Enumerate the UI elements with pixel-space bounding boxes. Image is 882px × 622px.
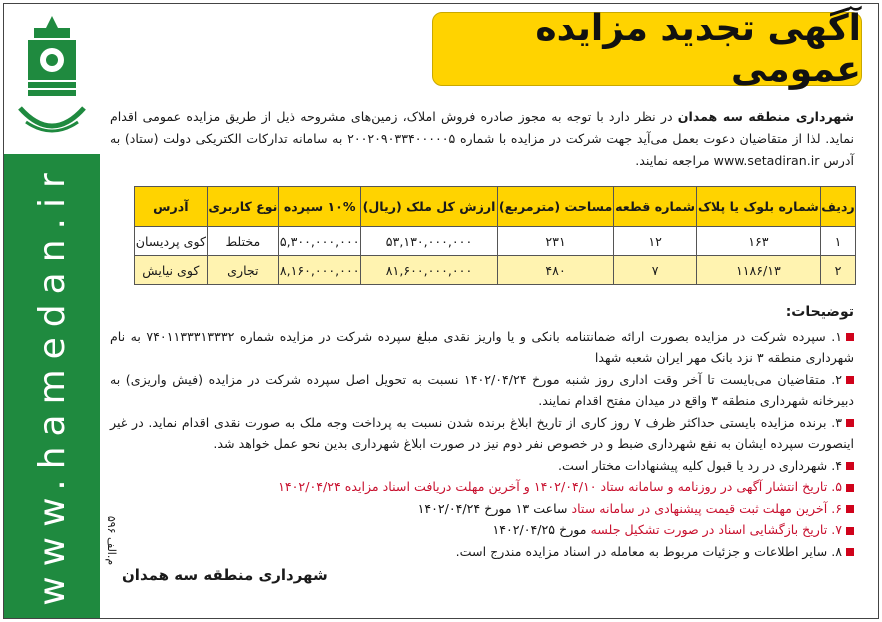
title-banner bbox=[432, 8, 862, 90]
signature: شهرداری منطقه سه همدان bbox=[122, 566, 328, 584]
col-header-row-number: ردیف bbox=[820, 187, 855, 227]
note-item: ۱. سپرده شرکت در مزایده بصورت ارائه ضمانتنامه بانکی و یا واریز نقدی مبلغ سپرده شرکت در مزایده شماره ۷۴۰۱۱۳۳۳۱۳۳۳۲ به نام شهرداری منطقه ۳ نزد بانک مهر ایران شعبه شهدا bbox=[110, 328, 854, 365]
table-cell: ۱۱۸۶/۱۳ bbox=[696, 256, 820, 285]
page-title: آگهی تجدید مزایده عمومی bbox=[535, 8, 861, 90]
ad-code: م.الف ۵۹۶ bbox=[105, 515, 119, 565]
table-cell: ۸۱,۶۰۰,۰۰۰,۰۰۰ bbox=[361, 256, 498, 285]
col-header-total-value: ارزش کل ملک (ریال) bbox=[361, 187, 498, 227]
table-cell: ۲۳۱ bbox=[497, 227, 614, 256]
municipality-logo bbox=[12, 12, 92, 146]
table-cell: مختلط bbox=[207, 227, 278, 256]
col-header-block: شماره بلوک یا پلاک bbox=[696, 187, 820, 227]
intro-text: در نظر دارد با توجه به مجوز صادره فروش املاک، زمین‌های مشروحه ذیل از طریق مزایده عمومی اقدام نماید. لذا از متقاضیان دعوت بعمل می‌آید جهت شرکت در مزایده با شماره ۲۰۰۲۰۹۰۳۳۴۰۰۰۰۰۵ به سامانه تدارکات الکتریکی دولت (ستاد) به آدرس www.setadiran.ir مراجعه نمایند. bbox=[110, 109, 854, 168]
col-header-usage: نوع کاربری bbox=[207, 187, 278, 227]
notes-section bbox=[110, 302, 854, 562]
note-item: ۷. تاریخ بازگشایی اسناد در صورت تشکیل جلسه مورخ ۱۴۰۲/۰۴/۲۵ bbox=[110, 519, 854, 541]
bullet-icon bbox=[846, 548, 854, 556]
col-header-deposit: ۱۰% سپرده bbox=[279, 187, 361, 227]
table-row bbox=[135, 256, 856, 285]
table-cell: ۷ bbox=[614, 256, 696, 285]
col-header-address: آدرس bbox=[135, 187, 208, 227]
bullet-icon bbox=[846, 484, 854, 492]
auction-table bbox=[134, 186, 856, 285]
table-cell: ۵,۳۰۰,۰۰۰,۰۰۰ bbox=[279, 227, 361, 256]
intro-paragraph bbox=[110, 106, 854, 172]
sidebar bbox=[4, 4, 100, 618]
bullet-icon bbox=[846, 376, 854, 384]
logo-area bbox=[4, 4, 100, 154]
note-item: ۸. سایر اطلاعات و جزئیات مربوط به معامله در اسناد مزایده مندرج است. bbox=[110, 541, 854, 563]
organization-name: شهرداری منطقه سه همدان bbox=[677, 109, 854, 124]
bullet-icon bbox=[846, 333, 854, 341]
intro-block bbox=[110, 106, 854, 172]
bullet-icon bbox=[846, 462, 854, 470]
notes-heading: توضیحات: bbox=[785, 304, 854, 320]
table-cell: کوی پردیسان bbox=[135, 227, 208, 256]
table-cell: ۱۶۳ bbox=[696, 227, 820, 256]
website-url: www.hamedan.ir bbox=[31, 162, 73, 606]
table-cell: ۸,۱۶۰,۰۰۰,۰۰۰ bbox=[279, 256, 361, 285]
note-item: ۵. تاریخ انتشار آگهی در روزنامه و سامانه ستاد ۱۴۰۲/۰۴/۱۰ و آخرین مهلت دریافت اسناد مزایده ۱۴۰۲/۰۴/۲۴ bbox=[110, 476, 854, 498]
table-cell: ۴۸۰ bbox=[497, 256, 614, 285]
table-cell: ۱۲ bbox=[614, 227, 696, 256]
note-item: ۲. متقاضیان می‌بایست تا آخر وقت اداری روز شنبه مورخ ۱۴۰۲/۰۴/۲۴ نسبت به تحویل اصل سپرده شرکت در مزایده (فیش واریزی) به دبیرخانه شهرداری منطقه ۳ واقع در میدان مفتح اقدام نمایند. bbox=[110, 371, 854, 408]
website-url-vertical bbox=[4, 154, 100, 614]
bullet-icon bbox=[846, 419, 854, 427]
table-header-row bbox=[135, 187, 856, 227]
note-item: ۶. آخرین مهلت ثبت قیمت پیشنهادی در سامانه ستاد ساعت ۱۳ مورخ ۱۴۰۲/۰۴/۲۴ bbox=[110, 498, 854, 520]
table-cell: ۵۳,۱۳۰,۰۰۰,۰۰۰ bbox=[361, 227, 498, 256]
table-cell: کوی نیایش bbox=[135, 256, 208, 285]
table-row bbox=[135, 227, 856, 256]
col-header-plot: شماره قطعه bbox=[614, 187, 696, 227]
note-item: ۴. شهرداری در رد یا قبول کلیه پیشنهادات مختار است. bbox=[110, 455, 854, 477]
table-cell: ۲ bbox=[820, 256, 855, 285]
bullet-icon bbox=[846, 505, 854, 513]
table-cell: ۱ bbox=[820, 227, 855, 256]
col-header-area: مساحت (مترمربع) bbox=[497, 187, 614, 227]
note-item: ۳. برنده مزایده بایستی حداکثر ظرف ۷ روز کاری از تاریخ ابلاغ برنده شدن نسبت به پرداخت وجه ملک به صورت نقدی اقدام نماید. در غیر اینصورت سپرده ایشان به نفع شهرداری ضبط و در خصوص نفر دوم نیز در صورت ابلاغ شهرداری بدین نحو عمل خواهد شد. bbox=[110, 414, 854, 451]
table-cell: تجاری bbox=[207, 256, 278, 285]
bullet-icon bbox=[846, 527, 854, 535]
